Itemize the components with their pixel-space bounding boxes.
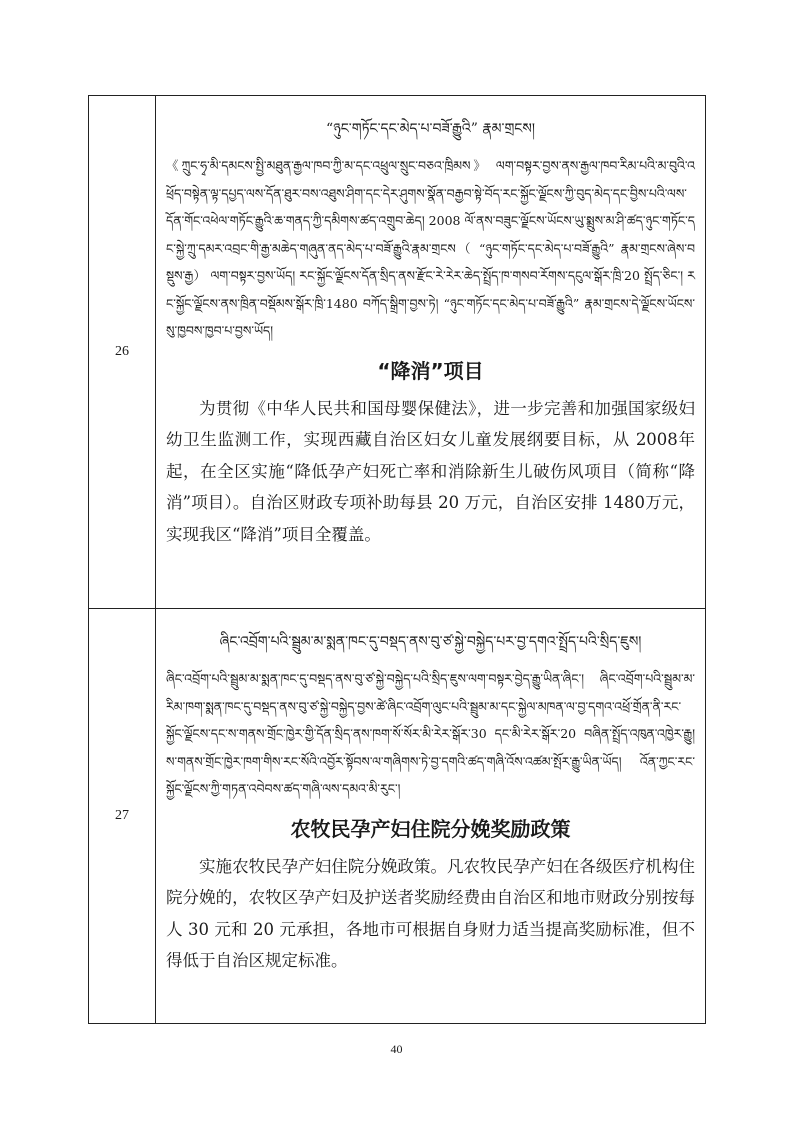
chinese-title: “降消”项目 <box>377 358 484 383</box>
policy-table <box>88 95 706 1024</box>
tibetan-body: 《ཀྲུང་ཧྭ་མི་དམངས་སྤྱི་མཐུན་རྒྱལ་ཁབ་ཀྱི་མ་དང་འཕྲུལ་སྲུང་བཅའ་ཁྲིམས》 ལག་བསྟར་བྱས་ནས་རྒྱལ་ཁབ་རིམ་པའི་མ་བུའི་འཕྲོད་བསྟེན་ལྟ་དཔྱད་ལས་དོན་ཐུར་བས་འཐུས་ཤིག་དང་དེར་ཤུགས་སྣོན་བརྒྱབ་སྟེ་བོད་རང་སྐྱོང་ལྗོངས་ཀྱི་བུད་མེད་དང་བྱིས་པའི་ལས་དོན་གོང་འཕེལ་གཏོང་རྒྱུའི་ཆ་གནད་ཀྱི་དམིགས་ཚད་འགྲུབ་ཆེད། 2008 ལོ་ནས་བཟུང་ལྗོངས་ཡོངས་ཡུ་སྨྲུས་མ་ཤི་ཚད་ཉུང་གཏོང་དང་སྐྱེ་ཀྲུ་དམར་འབྲང་གི་རྒྱ་མཆེད་གཞུན་ནད་མེད་པ་བཟོ་རྒྱུའི་རྣམ་གྲངས（ “ཉུང་གཏོང་དང་མེད་པ་བཟོ་རྒྱུའི” རྣམ་གྲངས་ཞེས་བསྡུས་རྒྱ） ལག་བསྟར་བྱས་ཡོད། རང་སྐྱོང་ལྗོངས་དོན་སྲིད་ནས་རྫོང་རེ་རེར་ཆེད་སྤྲོད་ཁ་གསབ་རོགས་དངུལ་སྒོར་ཁྲི་20 སྤྲོད་ཅིང་། རང་སྐྱོང་ལྗོངས་ནས་ཁྲིན་བསྡོམས་སྒོར་ཁྲི་1480 བཀོད་སྒྲིག་བྱས་ཏེ། “ཉུང་གཏོང་དང་མེད་པ་བཟོ་རྒྱུའི” རྣམ་གྲངས་དེ་ལྗོངས་ཡོངས་སུ་ཁྱབས་ཁྱབ་པ་བྱས་ཡོད། <box>166 158 695 338</box>
chinese-body: 实施农牧民孕产妇住院分娩政策。凡农牧民孕产妇在各级医疗机构住院分娩的，农牧区孕产妇及护送者奖励经费由自治区和地市财政分别按每人 30 元和 20 元承担，各地市可根据自身财力适当提高奖励标准，但不得低于自治区规定标准。 <box>166 856 695 970</box>
chinese-title: 农牧民孕产妇住院分娩奖励政策 <box>290 816 571 841</box>
chinese-body: 为贯彻《中华人民共和国母婴保健法》，进一步完善和加强国家级妇幼卫生监测工作，实现西藏自治区妇女儿童发展纲要目标，从 2008年起，在全区实施“降低孕产妇死亡率和消除新生儿破伤风项目（简称“降消”项目）。自治区财政专项补助每县 20 万元，自治区安排 1480万元，实现我区“降消”项目全覆盖。 <box>166 398 695 544</box>
row-content <box>156 609 706 1024</box>
row-number: 27 <box>89 609 156 1024</box>
table-row <box>89 609 706 1024</box>
page-number: 40 <box>390 1042 403 1056</box>
table-row <box>89 96 706 609</box>
tibetan-title: “ཉུང་གཏོང་དང་མེད་པ་བཟོ་རྒྱུའི” རྣམ་གྲངས། <box>326 121 535 137</box>
tibetan-title: ཞིང་འབྲོག་པའི་སྦྲུམ་མ་སྨན་ཁང་དུ་བསྡད་ནས་བུ་ཙ་སྐྱེ་བསྐྱེད་པར་བྱ་དགའ་སྤྲོད་པའི་སྲིད་ཇུས། <box>219 634 642 650</box>
tibetan-body: ཞིང་འབྲོག་པའི་སྦྲུམ་མ་སྨན་ཁང་དུ་བསྡད་ནས་བུ་ཙ་སྐྱེ་བསྐྱེད་པའི་སྲིད་ཇུས་ལག་བསྟར་བྱེད་རྒྱུ་ཡིན་ཞིང་། ཞིང་འབྲོག་པའི་སྦྲུམ་མ་རིམ་ཁག་སྨན་ཁང་དུ་བསྡད་ནས་བུ་ཙ་སྐྱེ་བསྐྱེད་བྱས་ཚེ་ཞིང་འབྲོག་ལུང་པའི་སྦྲུམ་མ་དང་སྐྱེལ་མཁན་ལ་བྱ་དགའ་འཕྲོ་གྲོན་ནི་རང་སྐྱོང་ལྗོངས་དང་ས་གནས་གྲོང་ཁྱེར་གྱི་དོན་སྲིད་ནས་ཁག་སོ་སོར་མི་རེར་སྒོར་30 དང་མི་རེར་སྒོར་20 བཞིན་སྤྲོད་འཁུན་འཁྱེར་རྒྱུ། ས་གནས་གྲོང་ཁྱེར་ཁག་གིས་རང་སོའི་འབྱོར་སྟོབས་ལ་གཞིགས་ཏེ་བྱ་དགའི་ཚད་གཞི་འོས་འཚམ་སྤོར་རྒྱུ་ཡིན་ཡོད། འོན་ཀྱང་རང་སྐྱོང་ལྗོངས་ཀྱི་གཏན་འབེབས་ཚད་གཞི་ལས་དམའ་མི་རུང་། <box>166 671 695 796</box>
row-content <box>156 96 706 609</box>
row-number: 26 <box>89 96 156 609</box>
